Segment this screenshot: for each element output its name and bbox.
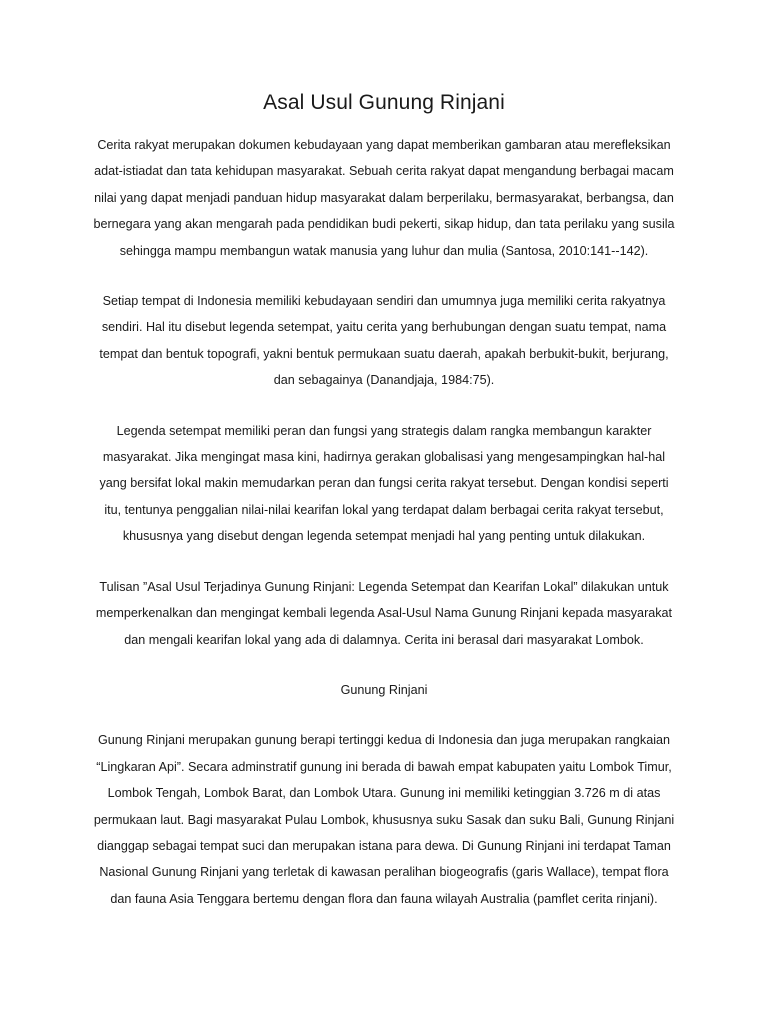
paragraph-line: khususnya yang disebut dengan legenda setempat menjadi hal yang penting untuk dilakukan. xyxy=(122,529,646,544)
paragraph-5 xyxy=(78,727,690,912)
paragraph-line: memperkenalkan dan mengingat kembali legenda Asal-Usul Nama Gunung Rinjani kepada masyarakat xyxy=(95,606,673,621)
paragraph-line: Nasional Gunung Rinjani yang terletak di kawasan peralihan biogeografis (garis Wallace), tempat flora xyxy=(99,865,669,880)
paragraph-line: tempat dan bentuk topografi, yakni bentuk permukaan suatu daerah, apakah berbukit-bukit, berjurang, xyxy=(99,346,669,361)
paragraph-line: itu, tentunya penggalian nilai-nilai kearifan lokal yang terdapat dalam berbagai cerita rakyat tersebut, xyxy=(104,502,664,517)
paragraph-2 xyxy=(78,288,690,394)
paragraph-line: Gunung Rinjani merupakan gunung berapi tertinggi kedua di Indonesia dan juga merupakan rangkaian xyxy=(97,733,671,748)
paragraph-line: adat-istiadat dan tata kehidupan masyarakat. Sebuah cerita rakyat dapat mengandung berbagai macam xyxy=(94,164,674,179)
paragraph-line: dianggap sebagai tempat suci dan merupakan istana para dewa. Di Gunung Rinjani ini terdapat Taman xyxy=(97,838,671,853)
paragraph-line: bernegara yang akan mengarah pada pendidikan budi pekerti, sikap hidup, dan tata perilaku yang susila xyxy=(93,217,675,232)
paragraph-3 xyxy=(78,418,690,550)
paragraph-line: nilai yang dapat menjadi panduan hidup masyarakat dalam berperilaku, bermasyarakat, berbangsa, dan xyxy=(94,190,674,205)
paragraph-line: masyarakat. Jika mengingat masa kini, hadirnya gerakan globalisasi yang mengesampingkan hal-hal xyxy=(102,450,666,465)
section-heading xyxy=(78,677,690,703)
paragraph-line: “Lingkaran Api”. Secara adminstratif gunung ini berada di bawah empat kabupaten yaitu Lombok Timur, xyxy=(96,759,672,774)
paragraph-1 xyxy=(78,132,690,264)
paragraph-line: dan sebagainya (Danandjaja, 1984:75). xyxy=(273,373,495,388)
paragraph-line: Lombok Tengah, Lombok Barat, dan Lombok Utara. Gunung ini memiliki ketinggian 3.726 m di atas xyxy=(107,786,661,801)
paragraph-line: Setiap tempat di Indonesia memiliki kebudayaan sendiri dan umumnya juga memiliki cerita rakyatnya xyxy=(102,294,666,309)
paragraph-line: Legenda setempat memiliki peran dan fungsi yang strategis dalam rangka membangun karakter xyxy=(116,423,652,438)
paragraph-line: yang bersifat lokal makin memudarkan peran dan fungsi cerita rakyat tersebut. Dengan kondisi seperti xyxy=(99,476,669,491)
paragraph-line: Cerita rakyat merupakan dokumen kebudayaan yang dapat memberikan gambaran atau merefleksikan xyxy=(97,138,671,152)
paragraph-line: sehingga mampu membangun watak manusia yang luhur dan mulia (Santosa, 2010:141--142). xyxy=(119,243,649,258)
document-title: Asal Usul Gunung Rinjani xyxy=(263,91,505,114)
paragraph-line: sendiri. Hal itu disebut legenda setempat, yaitu cerita yang berhubungan dengan suatu tempat, nama xyxy=(101,320,667,335)
paragraph-line: dan mengali kearifan lokal yang ada di dalamnya. Cerita ini berasal dari masyarakat Lombok. xyxy=(124,632,644,647)
paragraph-4 xyxy=(78,574,690,653)
paragraph-line: permukaan laut. Bagi masyarakat Pulau Lombok, khususnya suku Sasak dan suku Bali, Gunung Rinjani xyxy=(93,812,675,827)
section-heading-text: Gunung Rinjani xyxy=(340,682,428,697)
document-body xyxy=(78,88,690,936)
paragraph-line: Tulisan ”Asal Usul Terjadinya Gunung Rinjani: Legenda Setempat dan Kearifan Lokal” dilakukan untuk xyxy=(99,579,669,594)
paragraph-line: dan fauna Asia Tenggara bertemu dengan flora dan fauna wilayah Australia (pamflet cerita rinjani). xyxy=(110,891,658,906)
